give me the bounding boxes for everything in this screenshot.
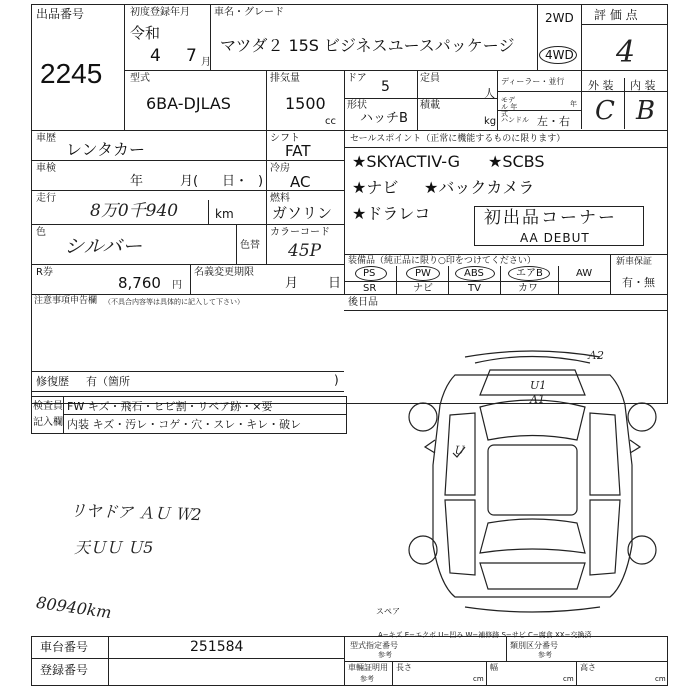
length-label: 長さ [396, 663, 412, 672]
reg-year: 4 [150, 46, 161, 66]
new-car-value: 有・無 [622, 276, 655, 289]
color: シルバー [64, 234, 143, 258]
color-code-label: カラーコード [270, 227, 330, 238]
ext-label: 外 装 [588, 79, 614, 92]
eq-ps: PS [363, 268, 376, 279]
disp-label: 排気量 [270, 73, 300, 84]
width-label: 幅 [490, 663, 498, 672]
tax-day: 日 [328, 276, 342, 291]
repair-value: 有（箇所 [86, 375, 130, 388]
caution-sub: （不具合内容等は具体的に記入して下さい） [104, 298, 244, 306]
load-label: 積載 [420, 100, 440, 111]
interior-line: 内装 キズ・汚レ・コゲ・穴・スレ・キレ・破レ [67, 418, 302, 431]
recycle-label: R券 [36, 267, 53, 278]
eq-abs: ABS [464, 268, 484, 279]
color-change-label: 色替 [240, 240, 260, 251]
rear-label: 後日品 [348, 297, 378, 308]
height-unit: cm [655, 675, 666, 683]
eq-navi: ナビ [413, 283, 433, 294]
type-no-ref: 参考 [378, 651, 392, 659]
handle-label: ハンドル [501, 116, 529, 124]
diagram-mark-4: Ａ2 [586, 349, 604, 362]
sp-navi: ★ナビ [352, 178, 399, 197]
color-label: 色 [36, 227, 46, 238]
drive-2wd: 2WD [545, 11, 574, 25]
mileage-label: 走行 [36, 193, 56, 204]
reg-no-label: 登録番号 [40, 663, 89, 677]
cooler: AC [290, 173, 311, 191]
dealer-label: ディーラー・並行 [501, 77, 565, 86]
reg-month: 7 [186, 46, 197, 66]
eq-leather: カワ [518, 283, 538, 294]
eq-sr: SR [363, 283, 377, 294]
score-label: 評 価 点 [594, 8, 638, 22]
history-label: 車歴 [36, 133, 56, 144]
sp-skyactiv: ★SKYACTIV-G [352, 152, 461, 171]
int-label: 内 装 [630, 79, 656, 92]
year-unit: 年 [570, 100, 577, 108]
hand-note-2: 天ＵＵ Ｕ5 [74, 538, 154, 557]
drive-4wd: 4WD [545, 48, 574, 62]
ext-grade: C [595, 96, 615, 126]
shape-label: 形状 [347, 100, 367, 111]
mileage: 8万0千940 [90, 201, 179, 221]
insp-month: 月( [180, 174, 199, 189]
cap-label: 定員 [420, 73, 440, 84]
eq-aw: AW [576, 268, 593, 279]
corner-en: AA DEBUT [520, 231, 590, 245]
corner-jp: 初出品コーナー [484, 208, 617, 228]
reg-label: 初度登録年月 [130, 7, 190, 18]
fw-line: FW キズ・飛石・ヒビ割・リペア跡・×要 [67, 400, 273, 413]
era: 令和 [130, 24, 161, 42]
displacement: 1500 [285, 94, 326, 113]
sp-scbs: ★SCBS [488, 152, 545, 171]
hand-note-3: 80940km [35, 592, 113, 623]
load-unit: kg [484, 116, 497, 127]
class-no-label: 類別区分番号 [510, 641, 558, 650]
history-value: レンタカー [66, 140, 145, 159]
sp-dashcam: ★ドラレコ [352, 204, 431, 223]
doors: 5 [381, 79, 390, 95]
int-grade: B [636, 96, 656, 126]
inspector-label-1: 検査員 [33, 401, 63, 412]
lot-label: 出品番号 [36, 7, 85, 21]
handle: 左・右 [537, 115, 570, 128]
name-label: 車名・グレード [214, 7, 284, 18]
eq-airbag: エアB [516, 268, 543, 279]
recycle: 8,760 [118, 274, 161, 292]
fuel: ガソリン [272, 204, 333, 222]
cap-unit: 人 [484, 87, 495, 100]
shift: FAT [285, 142, 311, 160]
month-unit: 月 [201, 57, 211, 68]
color-code: 45P [288, 241, 322, 261]
chassis-number: 251584 [190, 639, 244, 655]
sp-back-camera: ★バックカメラ [424, 178, 535, 197]
type-label: 型式 [130, 73, 150, 84]
mileage-unit: km [215, 207, 234, 221]
cooler-label: 冷房 [270, 163, 290, 174]
equipment-label: 装備品（純正品に限り○印をつけてください） [348, 256, 536, 266]
type-no-label: 型式指定番号 [350, 641, 398, 650]
shape: ハッチB [360, 111, 408, 126]
diagram-mark-3: Ｕ [453, 444, 464, 457]
diagram-mark-2: A1 [530, 393, 545, 406]
disp-unit: cc [325, 116, 336, 127]
sales-points-label: セールスポイント（正常に機能するものに限ります） [350, 134, 566, 144]
inspection-label: 車検 [36, 163, 56, 174]
doors-label: ドア [347, 73, 367, 84]
insp-close: ) [258, 174, 264, 189]
tax-label: 名義変更期限 [194, 267, 254, 278]
diagram-mark-1: U1 [530, 379, 547, 392]
repair-close-paren: ) [334, 373, 339, 387]
length-unit: cm [473, 675, 484, 683]
caution-label: 注意事項申告欄 [34, 296, 98, 306]
damage-legend: A−キズ E−エクボ U−凹み W−補修跡 S−サビ C−腐食 XX−交換済 [378, 631, 592, 639]
model-year-label: モデル 年式 [501, 96, 518, 118]
inspector-label-2: 記入欄 [33, 417, 63, 428]
size-ref: 参考 [360, 675, 374, 683]
spare-label: スペア [376, 607, 400, 616]
hand-note-1: リヤドア ＡＵ Ｗ2 [69, 500, 202, 525]
chassis-label: 車台番号 [40, 640, 89, 654]
score: 4 [616, 35, 636, 70]
repair-label: 修復歴 [36, 375, 69, 388]
height-label: 高さ [580, 663, 596, 672]
insp-year: 年 [130, 174, 144, 189]
insp-mid: 日・ [222, 174, 249, 189]
recycle-unit: 円 [172, 280, 182, 291]
eq-tv: TV [468, 283, 481, 294]
eq-pw: PW [415, 268, 431, 279]
new-car-label: 新車保証 [616, 257, 653, 267]
class-no-ref: 参考 [538, 651, 552, 659]
shift-label: シフト [270, 133, 300, 144]
width-unit: cm [563, 675, 574, 683]
car-name: マツダ２ 15S ビジネスユースパッケージ [220, 36, 515, 55]
fuel-label: 燃料 [270, 193, 290, 204]
lot-number: 2245 [40, 58, 103, 89]
size-label: 車輛証明用 [348, 663, 388, 672]
model-type: 6BA-DJLAS [146, 94, 231, 113]
tax-month: 月 [285, 276, 299, 291]
